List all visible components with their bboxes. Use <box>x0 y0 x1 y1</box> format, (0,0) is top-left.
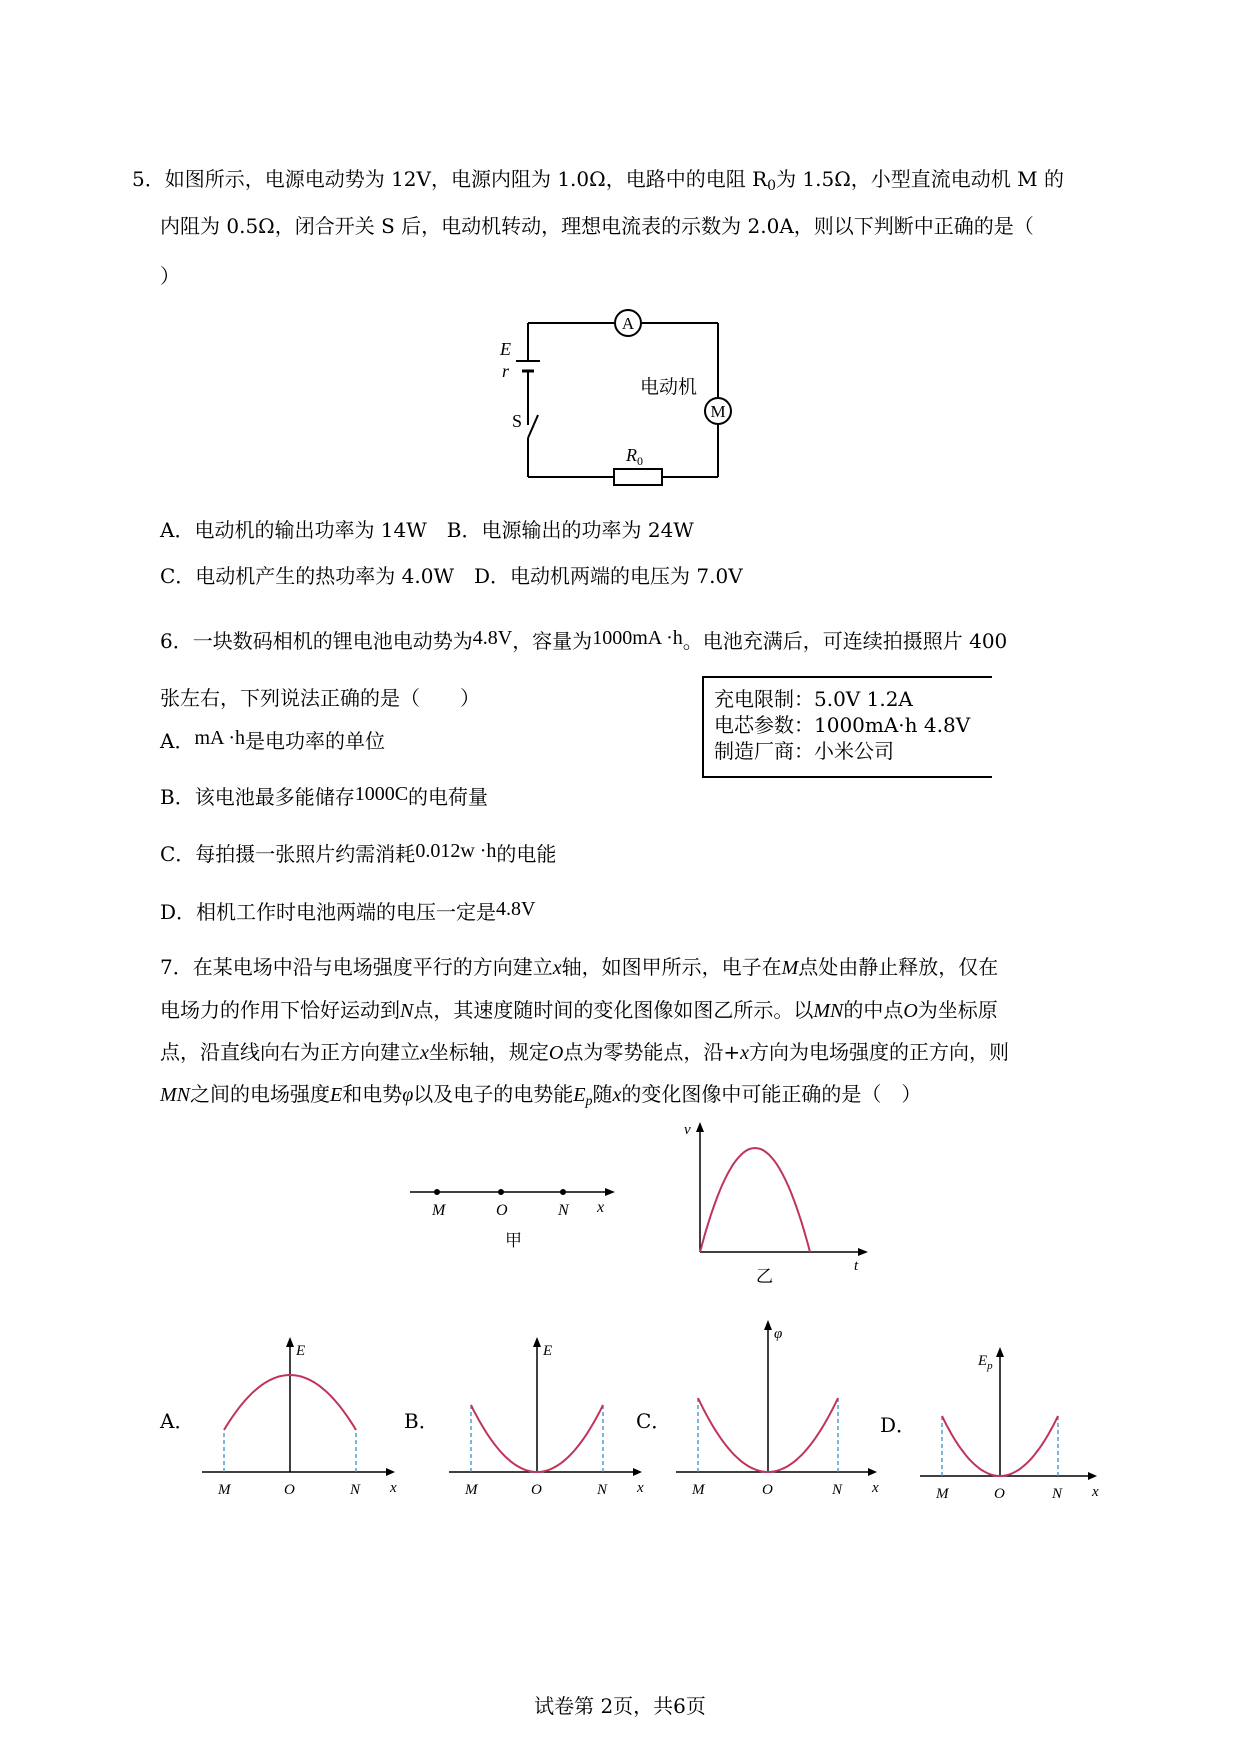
label-x: x <box>872 1480 879 1496</box>
jia-label-n: N <box>558 1202 569 1219</box>
x-axis-arrow <box>386 1468 395 1476</box>
q6-option-b: B．该电池最多能储存1000C的电荷量 <box>160 783 489 809</box>
label-x: x <box>1092 1484 1099 1500</box>
q7-stem-line4: MN之间的电场强度E和电势φ以及电子的电势能$E_p$随x的变化图像中可能正确的是（ ） <box>160 1082 922 1109</box>
x-axis-arrow <box>1088 1472 1097 1480</box>
spec-line-1: 充电限制：5.0V 1.2A <box>714 687 913 711</box>
q7-figure-yi <box>680 1120 880 1285</box>
q7-option-a-label: A． <box>160 1409 195 1433</box>
x-axis-arrow <box>868 1468 877 1476</box>
label-n: N <box>832 1482 843 1498</box>
y-axis-arrow <box>764 1320 772 1330</box>
q5-stem-line3: ） <box>160 264 180 288</box>
circuit-resistor-label: $R_0$ <box>626 445 643 468</box>
q6-option-c: C．每拍摄一张照片约需消耗0.012w ·h的电能 <box>160 840 557 866</box>
q7-option-b-label: B． <box>404 1409 439 1433</box>
q5-options-line2: C．电动机产生的热功率为 4.0W D．电动机两端的电压为 7.0V <box>160 564 743 588</box>
q6-option-d: D．相机工作时电池两端的电压一定是4.8V <box>160 898 536 924</box>
circuit-ammeter-label: A <box>621 314 635 333</box>
q7-option-c-label: C． <box>636 1409 672 1433</box>
jia-caption: 甲 <box>505 1231 522 1250</box>
circuit-emf-label: E <box>500 339 511 359</box>
page-footer: 试卷第 2页，共6页 <box>534 1694 706 1718</box>
label-m: M <box>692 1482 705 1498</box>
q6-option-a: A．mA ·h是电功率的单位 <box>160 727 386 753</box>
option-a-curve <box>224 1375 356 1430</box>
label-x: x <box>390 1480 397 1496</box>
label-o: O <box>531 1482 542 1498</box>
circuit-motor-symbol: M <box>710 402 726 421</box>
x-axis-arrow <box>633 1468 642 1476</box>
label-m: M <box>936 1486 949 1502</box>
circuit-internal-resistance-label: r <box>502 361 510 381</box>
spec-line-3: 制造厂商：小米公司 <box>714 739 894 763</box>
yi-axis-v: v <box>684 1122 691 1138</box>
q7-stem-line2: 电场力的作用下恰好运动到N点，其速度随时间的变化图像如图乙所示。以MN的中点O为坐标原 <box>160 998 998 1022</box>
circuit-switch-label: S <box>512 411 523 431</box>
q7-option-d-label: D． <box>880 1413 917 1437</box>
jia-label-m: M <box>432 1202 446 1219</box>
yi-axis-t: t <box>854 1258 859 1274</box>
yi-caption: 乙 <box>756 1267 773 1286</box>
q6-stem-line1: 6．一块数码相机的锂电池电动势为4.8V，容量为1000mA ·h。电池充满后，可连续拍摄照片 400 <box>160 627 1008 653</box>
jia-label-o: O <box>496 1202 508 1219</box>
q5-circuit-diagram <box>490 305 750 485</box>
y-axis-arrow <box>286 1337 294 1347</box>
q6-stem-line2: 张左右，下列说法正确的是（ ） <box>160 686 480 710</box>
label-m: M <box>218 1482 231 1498</box>
q5-options-line1: A．电动机的输出功率为 14W B．电源输出的功率为 24W <box>160 518 694 542</box>
option-d-curve <box>942 1416 1058 1476</box>
label-y-axis: $E_p$ <box>978 1353 993 1372</box>
label-n: N <box>350 1482 361 1498</box>
circuit-motor-label: 电动机 <box>640 377 698 398</box>
label-x: x <box>637 1480 644 1496</box>
label-y-axis: E <box>543 1343 553 1359</box>
label-o: O <box>284 1482 295 1498</box>
q7-stem-line1: 7．在某电场中沿与电场强度平行的方向建立x轴，如图甲所示，电子在M点处由静止释放，仅在 <box>160 955 999 979</box>
jia-label-x: x <box>597 1199 605 1216</box>
q5-stem-line2: 内阻为 0.5Ω，闭合开关 S 后，电动机转动，理想电流表的示数为 2.0A，则以下判断中正确的是（ <box>160 214 1034 238</box>
option-b-curve <box>471 1405 603 1472</box>
spec-line-2: 电芯参数：1000mA·h 4.8V <box>714 713 971 737</box>
label-y-axis: φ <box>774 1326 783 1342</box>
label-n: N <box>1052 1486 1063 1502</box>
label-o: O <box>994 1486 1005 1502</box>
q7-figure-jia <box>405 1180 625 1260</box>
velocity-curve <box>700 1148 810 1252</box>
option-c-curve <box>698 1398 838 1472</box>
q5-stem-line1: 5．如图所示，电源电动势为 12V，电源内阻为 1.0Ω，电路中的电阻 $R_0$为 1.5Ω，小型直流电动机 M 的 <box>132 167 1065 194</box>
label-m: M <box>465 1482 478 1498</box>
label-y-axis: E <box>296 1343 306 1359</box>
label-n: N <box>597 1482 608 1498</box>
y-axis-arrow <box>996 1347 1004 1357</box>
q7-stem-line3: 点，沿直线向右为正方向建立x坐标轴，规定O点为零势能点，沿+x方向为电场强度的正方向，则 <box>160 1040 1009 1064</box>
battery-spec-label <box>702 676 992 778</box>
label-o: O <box>762 1482 773 1498</box>
y-axis-arrow <box>533 1337 541 1347</box>
